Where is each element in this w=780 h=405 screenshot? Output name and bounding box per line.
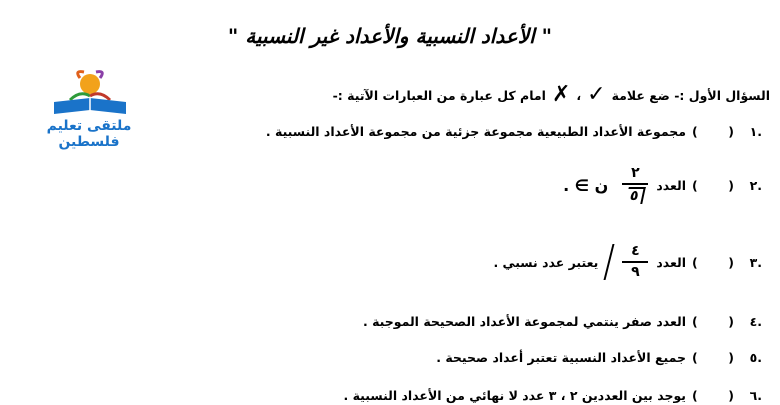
sqrt-sign (604, 244, 615, 280)
question-heading (333, 84, 770, 106)
item-number: .٥ (749, 350, 762, 365)
separator: ، (576, 87, 582, 103)
question-heading-text: السؤال الأول :- ضع علامة (611, 87, 770, 103)
check-mark-icon: ✓ (587, 82, 606, 107)
list-item (436, 350, 762, 365)
item-prefix: العدد (656, 177, 686, 193)
logo-text: ملتقى تعليم فلسطين (46, 118, 132, 150)
item-number: .٤ (749, 314, 762, 329)
item-number: .٢ (749, 177, 762, 193)
answer-blank[interactable]: ( ) (692, 388, 734, 403)
fraction (622, 244, 648, 281)
numerator: ٢ (631, 165, 640, 181)
item-number: .٦ (749, 388, 762, 403)
answer-blank[interactable]: ( ) (692, 350, 734, 365)
list-item (493, 244, 762, 281)
answer-blank[interactable]: ( ) (692, 254, 734, 270)
list-item (343, 388, 762, 403)
list-item (363, 314, 762, 329)
item-number: .١ (749, 124, 762, 139)
item-number: .٣ (749, 254, 762, 270)
list-item (266, 124, 762, 139)
denominator: ٩ (631, 264, 640, 281)
numerator: ٤ (631, 243, 640, 259)
item-text: مجموعة الأعداد الطبيعية مجموعة جزئية من مجموعة الأعداد النسبية . (265, 124, 686, 139)
item-prefix: العدد (656, 254, 686, 270)
fraction (622, 166, 648, 205)
cross-mark-icon: ✗ (551, 82, 571, 107)
item-text: يوجد بين العددين ٢ ، ٣ عدد لا نهائي من الأعداد النسبية . (343, 388, 686, 403)
page-title: " الأعداد النسبية والأعداد غير النسبية " (227, 24, 553, 48)
item-text: جميع الأعداد النسبية تعتبر أعداد صحيحة . (436, 350, 686, 365)
item-text: العدد صفر ينتمي لمجموعة الأعداد الصحيحة الموجبة . (362, 314, 686, 329)
sqrt-denominator: ٥ (625, 187, 645, 204)
answer-blank[interactable]: ( ) (692, 177, 734, 193)
list-item (557, 166, 762, 205)
answer-blank[interactable]: ( ) (692, 314, 734, 329)
question-instruction: امام كل عبارة من العبارات الآتية :- (332, 87, 546, 103)
item-suffix: يعتبر عدد نسبي . (493, 254, 599, 270)
item-suffix: ن ∋ . (563, 175, 609, 195)
answer-blank[interactable]: ( ) (692, 124, 734, 139)
